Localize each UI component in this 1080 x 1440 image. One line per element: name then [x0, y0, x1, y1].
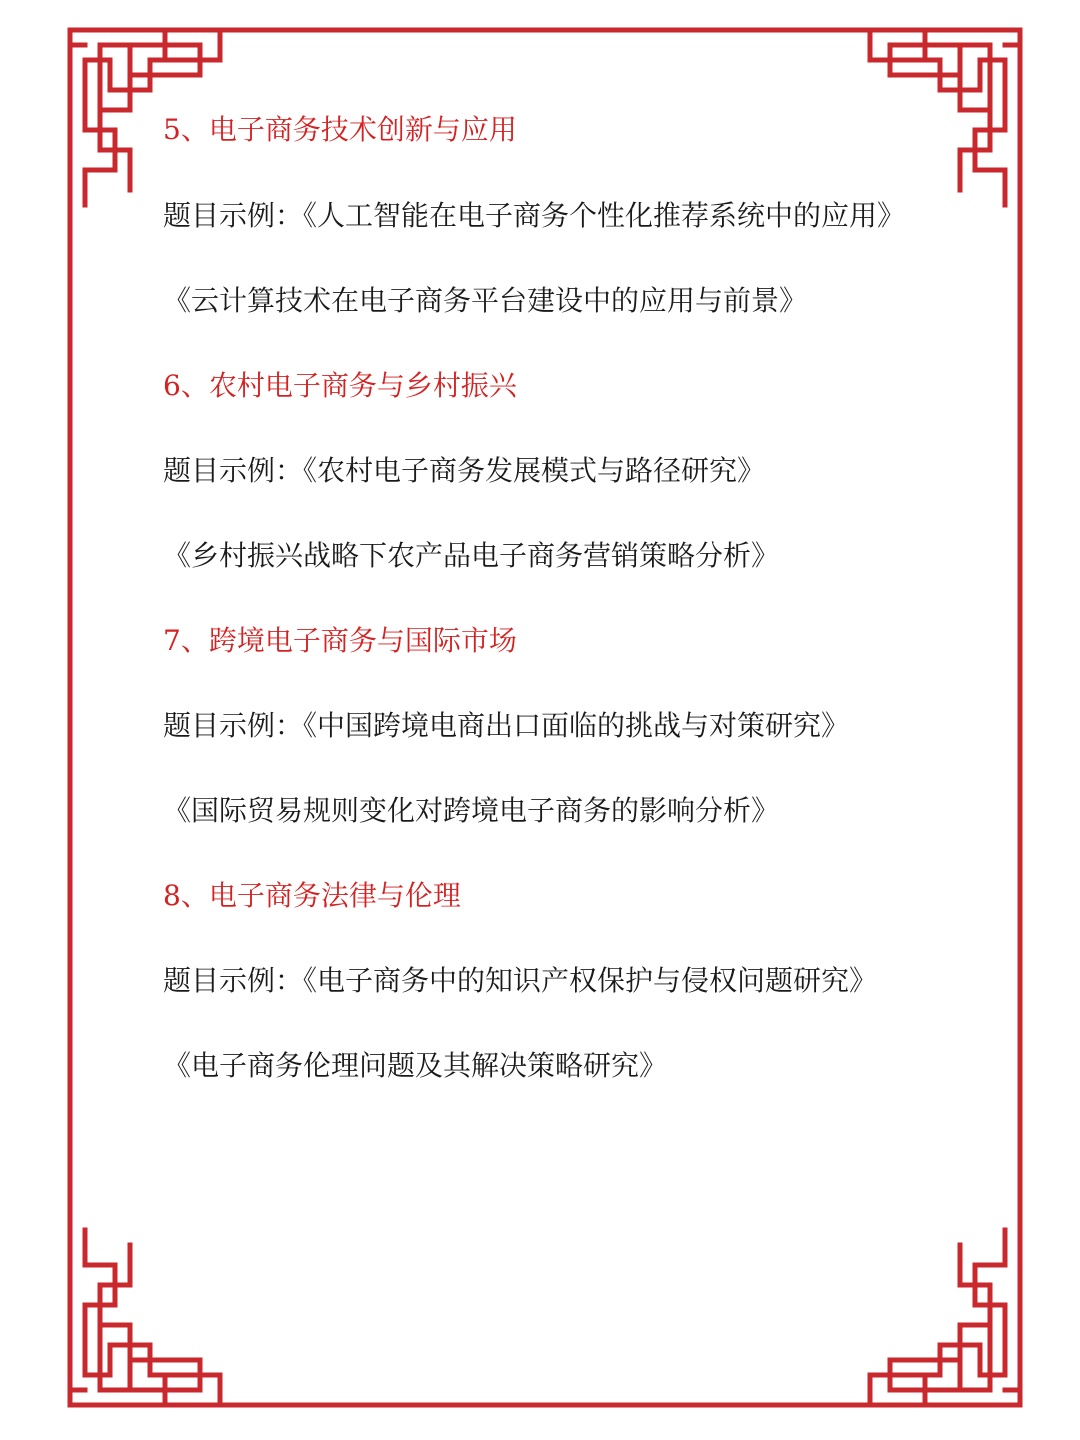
example-title-extra: 《云计算技术在电子商务平台建设中的应用与前景》 — [163, 284, 808, 317]
section-title: 8、电子商务法律与伦理 — [163, 879, 461, 912]
example-title: 题目示例：《农村电子商务发展模式与路径研究》 — [163, 454, 766, 487]
section-title: 6、农村电子商务与乡村振兴 — [163, 369, 517, 402]
corner-bottom-left — [70, 1230, 220, 1405]
example-title-extra: 《电子商务伦理问题及其解决策略研究》 — [163, 1049, 668, 1082]
section-title: 5、电子商务技术创新与应用 — [163, 113, 517, 146]
example-title-extra: 《乡村振兴战略下农产品电子商务营销策略分析》 — [163, 539, 780, 572]
example-title: 题目示例：《人工智能在电子商务个性化推荐系统中的应用》 — [163, 199, 906, 232]
corner-top-right — [870, 30, 1020, 205]
example-title: 题目示例：《中国跨境电商出口面临的挑战与对策研究》 — [163, 709, 850, 742]
example-title: 题目示例：《电子商务中的知识产权保护与侵权问题研究》 — [163, 964, 878, 997]
section-title: 7、跨境电子商务与国际市场 — [163, 624, 517, 657]
example-title-extra: 《国际贸易规则变化对跨境电子商务的影响分析》 — [163, 794, 780, 827]
corner-bottom-right — [870, 1230, 1020, 1405]
